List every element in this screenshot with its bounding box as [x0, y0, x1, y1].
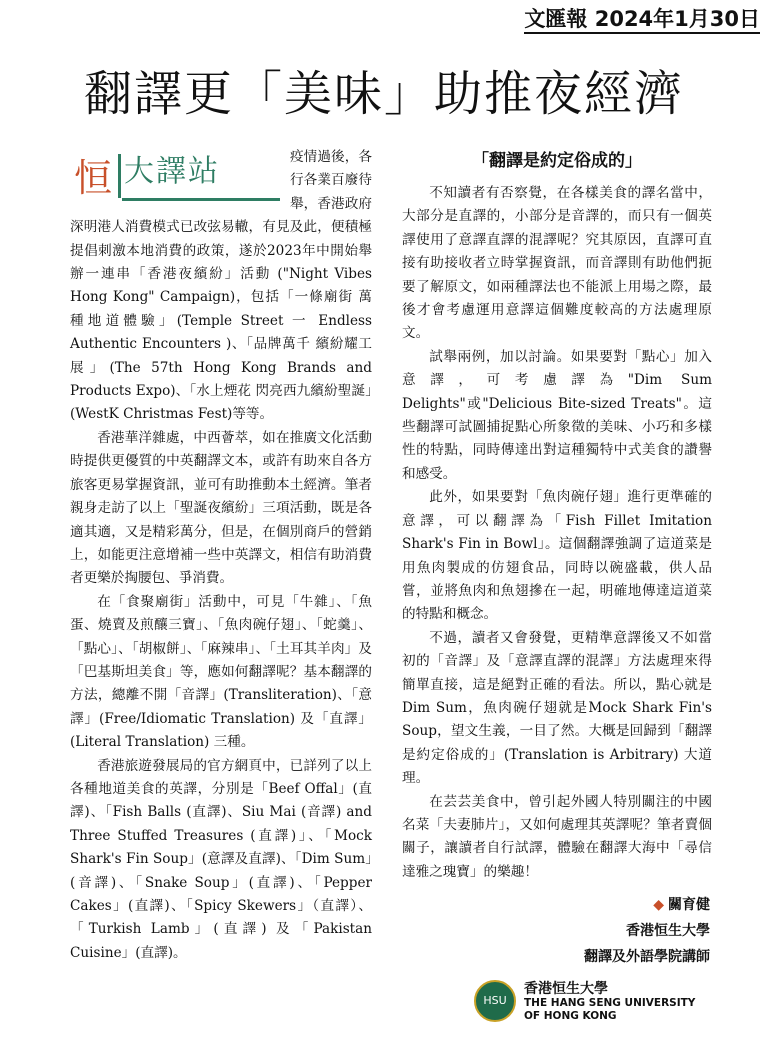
paragraph: 此外，如果要對「魚肉碗仔翅」進行更準確的意譯，可以翻譯為「Fish Fillet Imitation Shark's Fin in Bowl」。這個翻譯強調了這道菜是用魚肉製成的仿翅食品，同時以碗盛載，供人品嘗，並將魚肉和魚翅摻在一起，明確地傳達這道菜的特點和概念。	[402, 489, 712, 623]
paragraph: 不過，讀者又會發覺，更精準意譯後又不如當初的「音譯」及「意譯直譯的混譯」方法處理來得簡單直接，這是絕對正確的看法。所以，點心就是Dim Sum，魚肉碗仔翅就是Mock Shark Fin's Soup，望文生義，一目了然。大概是回歸到「翻譯是約定俗成的」(Translation is Arbitrary) 大道理。	[402, 629, 712, 787]
column-name: 大譯站	[124, 154, 220, 189]
paragraph: 疫情過後，各行各業百廢待舉，香港政府深明港人消費模式已改弦易轍，有見及此，便積極提倡刺激本地消費的政策，遂於2023年中開始舉辦一連串「香港夜繽紛」活動 ("Night Vibes Hong Kong" Campaign)，包括「一條廟街 萬種地道體驗」(Temple Street 一 Endless Authentic Encounters )、「品牌萬千 繽紛耀工展」(The 57th Hong Kong Brands and Products Expo)、「水上煙花 閃亮西九繽紛聖誕」(WestK Christmas Fest)等等。	[70, 149, 372, 423]
crest-icon: HSU	[474, 980, 516, 1022]
logo-english-line2: OF HONG KONG	[524, 1010, 617, 1022]
left-column	[70, 146, 372, 965]
brand-mark: 恒	[74, 156, 113, 200]
author-university: 香港恒生大學	[626, 923, 710, 939]
paragraph: 試舉兩例，加以討論。如果要對「點心」加入意譯，可考慮譯為"Dim Sum Delights"或"Delicious Bite-sized Treats"。這些翻譯可試圖捕捉點心所象徵的美味、小巧和多樣性的特點，同時傳達出對這種獨特中式美食的讚譽和感受。	[402, 348, 712, 482]
masthead-date: 文匯報 2024年1月30日	[524, 6, 760, 34]
paragraph: 香港旅遊發展局的官方網頁中，已詳列了以上各種地道美食的英譯，分別是「Beef Offal」(直譯)、「Fish Balls (直譯)、Siu Mai (音譯) and Three Stuffed Treasures (直譯)」、「Mock Shark's Fin Soup」(意譯及直譯)、「Dim Sum」(音譯)、「Snake Soup」(直譯)、「Pepper Cakes」(直譯)、「Spicy Skewers」（直譯）、「Turkish Lamb」(直譯) 及「Pakistan Cuisine」(直譯)。	[70, 757, 372, 961]
paragraph: 在「食聚廟街」活動中，可見「牛雜」、「魚蛋、燒賣及煎釀三寶」、「魚肉碗仔翅」、「蛇羹」、「點心」、「胡椒餅」、「麻辣串」、「土耳其羊肉」及「巴基斯坦美食」等，應如何翻譯呢？基本翻譯的方法，總離不開「音譯」(Transliteration)、「意譯」(Free/Idiomatic Translation) 及「直譯」(Literal Translation) 三種。	[70, 593, 372, 751]
paragraph: 香港華洋雜處，中西薈萃，如在推廣文化活動時提供更優質的中英翻譯文本，或許有助來自各方旅客更易掌握資訊，並可有助推動本土經濟。筆者親身走訪了以上「聖誕夜繽紛」三項活動，既是各適其適，又是精彩萬分，但是，在個別商戶的營銷上，如能更注意增補一些中英譯文，相信有助消費者更樂於掏腰包、爭消費。	[70, 429, 372, 587]
right-column	[402, 146, 712, 884]
author-name: 關育健	[668, 897, 710, 913]
logo-english-line1: THE HANG SENG UNIVERSITY	[524, 997, 696, 1009]
logo-chinese-name: 香港恒生大學	[524, 981, 608, 997]
paragraph: 在芸芸美食中，曾引起外國人特別關注的中國名菜「夫妻肺片」，又如何處理其英譯呢？筆者賣個關子，讓讀者自行試譯，體驗在翻譯大海中「尋信達雅之瑰寶」的樂趣！	[402, 793, 712, 880]
byline	[584, 892, 710, 970]
university-logo	[474, 978, 724, 1026]
brand-underline	[122, 198, 280, 201]
author-title: 翻譯及外語學院講師	[584, 949, 710, 965]
logo-english-name	[524, 997, 695, 1023]
author-line	[584, 892, 710, 918]
paragraph: 不知讀者有否察覺，在各樣美食的譯名當中，大部分是直譯的，小部分是音譯的，而只有一個英譯使用了意譯直譯的混譯呢？究其原因，直譯可直接有助接收者立時掌握資訊，而音譯則有助他們扼要了解原文，如兩種譯法也不能派上用場之際，最後才會考慮運用意譯這個難度較高的方法處理原文。	[402, 185, 712, 342]
column-brand	[70, 150, 282, 212]
page-title: 翻譯更「美味」助推夜經濟	[83, 66, 684, 122]
diamond-icon: ◆	[653, 897, 664, 913]
section-subhead: 「翻譯是約定俗成的」	[472, 151, 642, 171]
